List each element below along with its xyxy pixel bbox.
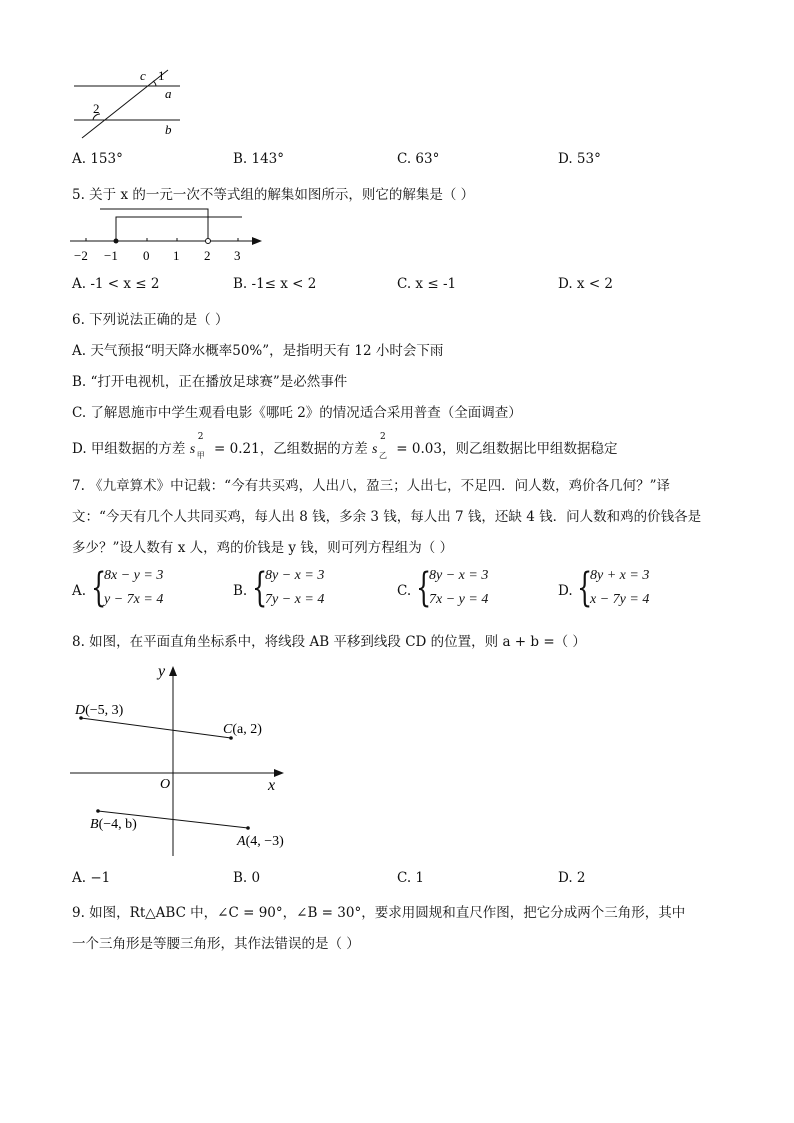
q6-option-b: B. “打开电视机，正在播放足球赛”是必然事件 xyxy=(72,374,348,390)
origin-label: O xyxy=(160,777,171,792)
brace-icon: { xyxy=(416,565,432,611)
angle-1-arc xyxy=(153,81,156,86)
point-b-label: B(−4, b) xyxy=(90,817,137,832)
number-line-figure xyxy=(66,205,276,265)
q8-option-c: C. 1 xyxy=(397,870,425,886)
q8-option-d: D. 2 xyxy=(558,870,586,886)
q6-d-text2: = 0.21，乙组数据的方差 xyxy=(214,441,368,457)
q7-a-eq1: 8x − y = 3 xyxy=(104,568,164,583)
q7-d-eq1: 8y + x = 3 xyxy=(590,568,650,583)
q5-option-c: C. x ≤ -1 xyxy=(397,276,457,292)
tick-label-1: 1 xyxy=(173,248,180,263)
q7-line2: 文：“今天有几个人共同买鸡，每人出 8 钱，多余 3 钱，每人出 7 钱，还缺 4 钱．问人数和鸡的价钱各是 xyxy=(72,509,702,525)
x-axis-label: x xyxy=(268,777,276,794)
label-2: 2 xyxy=(93,101,100,116)
q7-option-d-label: D. xyxy=(558,583,573,599)
variance-symbol-jia: s 2 甲 xyxy=(189,432,205,460)
x-axis-arrow xyxy=(274,769,284,777)
closed-point-neg1 xyxy=(114,239,119,244)
axis-arrow xyxy=(252,237,262,245)
q8-option-a: A. −1 xyxy=(72,870,111,886)
tick-label-2: 2 xyxy=(204,248,211,263)
q7-d-eq2: x − 7y = 4 xyxy=(590,592,650,607)
tick-label-3: 3 xyxy=(234,248,241,263)
brace-icon: { xyxy=(252,565,268,611)
q7-option-b-label: B. xyxy=(233,583,248,599)
segment-dc xyxy=(81,718,231,738)
label-c: c xyxy=(140,68,146,83)
q7-line3: 多少？”设人数有 x 人，鸡的价钱是 y 钱，则可列方程组为（ ） xyxy=(72,540,454,556)
q8-option-b: B. 0 xyxy=(233,870,261,886)
q7-b-eq1: 8y − x = 3 xyxy=(265,568,325,583)
ray-from-neg1 xyxy=(116,217,242,241)
label-1: 1 xyxy=(158,68,165,83)
q5-option-a: A. -1 < x ≤ 2 xyxy=(72,276,160,292)
variance-symbol-yi: s 2 乙 xyxy=(372,432,387,460)
q7-option-a-label: A. xyxy=(72,583,87,599)
point-a-label: A(4, −3) xyxy=(237,834,284,849)
q7-a-eq2: y − 7x = 4 xyxy=(104,592,164,607)
brace-icon: { xyxy=(91,565,107,611)
coordinate-plane-figure xyxy=(60,656,310,866)
point-a xyxy=(246,826,250,830)
q7-line1: 7. 《九章算术》中记载：“今有共买鸡，人出八，盈三；人出七，不足四．问人数，鸡价各几何？”译 xyxy=(72,478,670,494)
q7-b-eq2: 7y − x = 4 xyxy=(265,592,325,607)
q6-stem: 6. 下列说法正确的是（ ） xyxy=(72,312,229,328)
q6-option-d xyxy=(72,432,618,460)
brace-icon: { xyxy=(577,565,593,611)
label-b: b xyxy=(165,122,172,137)
q6-d-text3: = 0.03，则乙组数据比甲组数据稳定 xyxy=(396,441,618,457)
q5-stem: 5. 关于 x 的一元一次不等式组的解集如图所示，则它的解集是（ ） xyxy=(72,187,475,203)
q7-option-c-label: C. xyxy=(397,583,412,599)
q4-option-d: D. 53° xyxy=(558,151,601,167)
q6-option-a: A. 天气预报“明天降水概率50%”，是指明天有 12 小时会下雨 xyxy=(72,343,444,359)
tick-label-0: 0 xyxy=(143,248,150,263)
tick-label-neg1: −1 xyxy=(104,248,118,263)
point-d-label: D(−5, 3) xyxy=(75,703,124,718)
q5-option-d: D. x < 2 xyxy=(558,276,614,292)
q4-option-a: A. 153° xyxy=(72,151,123,167)
q6-option-c: C. 了解恩施市中学生观看电影《哪吒 2》的情况适合采用普查（全面调查） xyxy=(72,405,522,421)
point-b xyxy=(96,809,100,813)
q6-d-text1: D. 甲组数据的方差 xyxy=(72,441,186,457)
open-point-2 xyxy=(206,239,211,244)
label-a: a xyxy=(165,86,172,101)
parallel-lines-figure xyxy=(60,60,200,140)
q4-option-c: C. 63° xyxy=(397,151,440,167)
q7-c-eq2: 7x − y = 4 xyxy=(429,592,489,607)
y-axis-arrow xyxy=(169,666,177,676)
q9-line2: 一个三角形是等腰三角形，其作法错误的是（ ） xyxy=(72,936,360,952)
q5-option-b: B. -1≤ x < 2 xyxy=(233,276,317,292)
tick-label-neg2: −2 xyxy=(74,248,88,263)
point-c-label: C(a, 2) xyxy=(223,722,262,737)
y-axis-label: y xyxy=(158,663,166,680)
q4-option-b: B. 143° xyxy=(233,151,285,167)
q8-stem: 8. 如图，在平面直角坐标系中，将线段 AB 平移到线段 CD 的位置，则 a + b =（ ） xyxy=(72,634,586,650)
q9-line1: 9. 如图，Rt△ABC 中，∠C = 90°，∠B = 30°，要求用圆规和直尺作图，把它分成两个三角形，其中 xyxy=(72,905,686,921)
q7-c-eq1: 8y − x = 3 xyxy=(429,568,489,583)
